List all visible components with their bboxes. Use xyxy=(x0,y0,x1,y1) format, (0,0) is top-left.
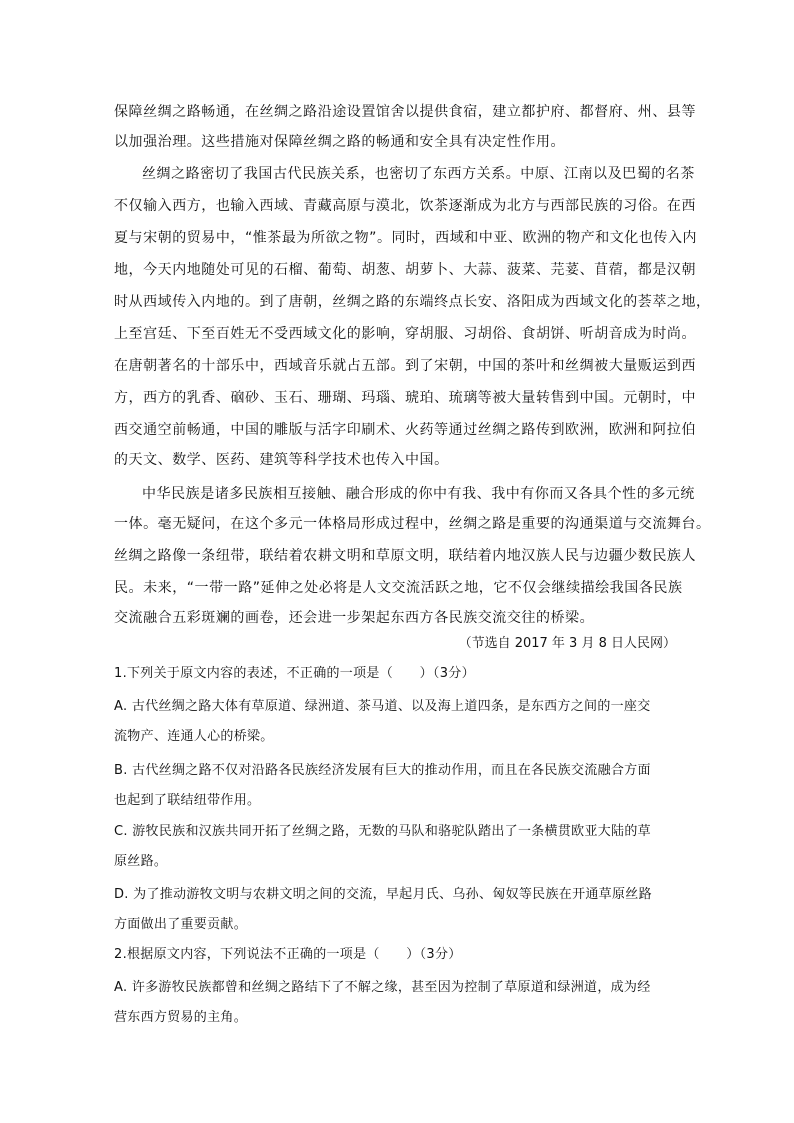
passage-line: 丝绸之路密切了我国古代民族关系，也密切了东西方关系。中原、江南以及巴蜀的名茶 xyxy=(142,166,695,182)
option-d: D. 为了推动游牧文明与农耕文明之间的交流，早起月氏、乌孙、匈奴等民族在开通草原丝路 xyxy=(114,887,652,902)
passage-line: 的天文、数学、医药、建筑等科学技术也传入中国。 xyxy=(114,452,449,468)
option-a: A. 许多游牧民族都曾和丝绸之路结下了不解之缘，甚至因为控制了草原道和绿洲道，成为经 xyxy=(114,980,651,995)
passage-line: 方，西方的乳香、硇砂、玉石、珊瑚、玛瑙、琥珀、琉璃等被大量转售到中国。元朝时，中 xyxy=(114,390,696,406)
option-a-cont: 流物产、连通人心的桥梁。 xyxy=(114,729,274,744)
passage-line: 丝绸之路像一条纽带，联结着农耕文明和草原文明，联结着内地汉族人民与边疆少数民族人 xyxy=(114,548,696,564)
passage-line: 保障丝绸之路畅通，在丝绸之路沿途设置馆舍以提供食宿，建立都护府、都督府、州、县等 xyxy=(114,104,696,120)
passage-line: 一体。毫无疑问，在这个多元一体格局形成过程中，丝绸之路是重要的沟通渠道与交流舞台。 xyxy=(114,516,711,532)
passage-line: 不仅输入西方，也输入西域、青藏高原与漠北，饮茶逐渐成为北方与西部民族的习俗。在西 xyxy=(114,198,696,214)
passage-line: 夏与宋朝的贸易中，“惟茶最为所欲之物”。同时，西域和中亚、欧洲的物产和文化也传入内 xyxy=(114,230,698,246)
option-c: C. 游牧民族和汉族共同开拓了丝绸之路，无数的马队和骆驼队踏出了一条横贯欧亚大陆的草 xyxy=(114,824,651,839)
passage-line: 上至宫廷、下至百姓无不受西域文化的影响，穿胡服、习胡俗、食胡饼、听胡音成为时尚。 xyxy=(114,326,696,342)
passage-line: 地，今天内地随处可见的石榴、葡萄、胡葱、胡萝卜、大蒜、菠菜、芫荽、苜蓿，都是汉朝 xyxy=(114,262,696,278)
passage-line: 以加强治理。这些措施对保障丝绸之路的畅通和安全具有决定性作用。 xyxy=(114,134,566,150)
passage-line: 中华民族是诸多民族相互接触、融合形成的你中有我、我中有你而又各具个性的多元统 xyxy=(142,486,695,502)
passage-line: 时从西域传入内地的。到了唐朝，丝绸之路的东端终点长安、洛阳成为西域文化的荟萃之地， xyxy=(114,294,711,310)
question-stem: 1.下列关于原文内容的表述，不正确的一项是（ ）（3分） xyxy=(114,666,475,681)
passage-line: 民。未来，“一带一路”延伸之处必将是人文交流活跃之地，它不仅会继续描绘我国各民族 xyxy=(114,580,683,596)
option-d-cont: 方面做出了重要贡献。 xyxy=(114,917,248,932)
option-a-cont: 营东西方贸易的主角。 xyxy=(114,1010,248,1025)
option-b-cont: 也起到了联结纽带作用。 xyxy=(114,793,261,808)
option-c-cont: 原丝路。 xyxy=(114,854,168,869)
passage-line: 西交通空前畅通，中国的雕版与活字印刷术、火药等通过丝绸之路传到欧洲，欧洲和阿拉伯 xyxy=(114,422,696,438)
question-stem: 2.根据原文内容，下列说法不正确的一项是（ ）（3分） xyxy=(114,947,462,962)
passage-line: 在唐朝著名的十部乐中，西域音乐就占五部。到了宋朝，中国的茶叶和丝绸被大量贩运到西 xyxy=(114,358,696,374)
source-citation: （节选自 2017 年 3 月 8 日人民网） xyxy=(458,636,676,651)
option-a: A. 古代丝绸之路大体有草原道、绿洲道、茶马道、以及海上道四条，是东西方之间的一座交 xyxy=(114,699,651,714)
option-b: B. 古代丝绸之路不仅对沿路各民族经济发展有巨大的推动作用，而且在各民族交流融合方面 xyxy=(114,763,651,778)
passage-line: 交流融合五彩斑斓的画卷，还会进一步架起东西方各民族交流交往的桥梁。 xyxy=(114,610,595,626)
